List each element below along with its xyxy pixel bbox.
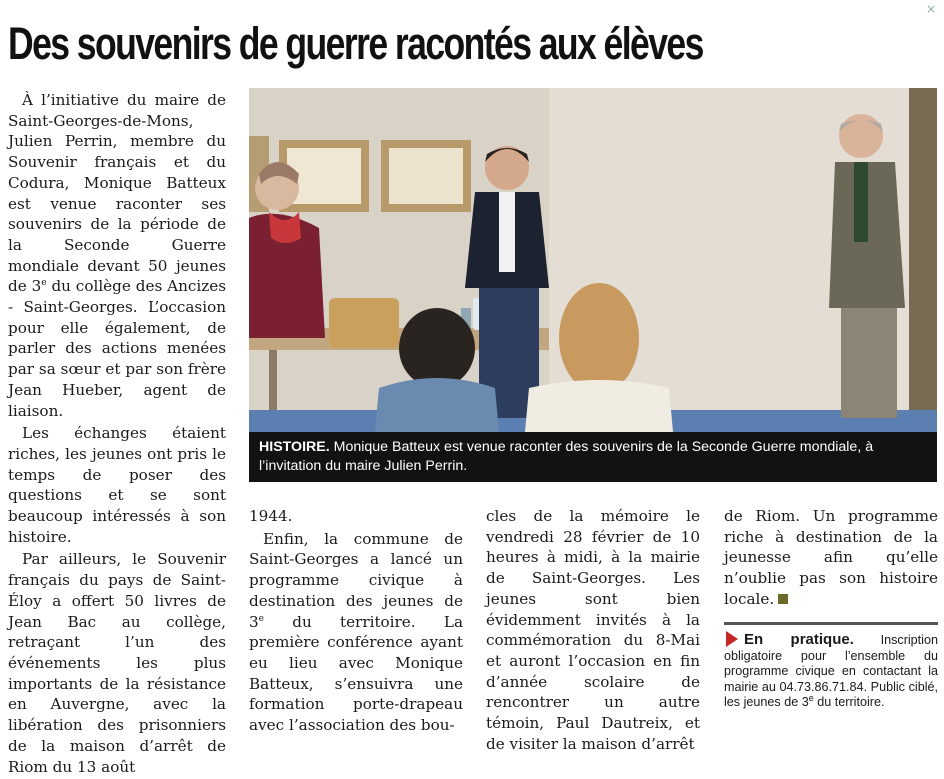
article-column-4 bbox=[724, 506, 938, 612]
article-paragraph: Enfin, la commune de Saint-Georges a lancé un programme civique à destination des jeunes de 3e du territoire. La première conférence ayant eu lieu avec Monique Batteux, s’ensuivra une formation porte-drapeau avec l’association des bou- bbox=[249, 529, 463, 735]
practical-lead: En pratique. bbox=[744, 631, 854, 648]
article-paragraph: cles de la mémoire le vendredi 28 février de 10 heures à midi, à la mairie de Saint-Georges. Les jeunes sont bien évidemment invités à la commémoration du 8-Mai et auront l’occasion en fin d’année scolaire de rencontrer un autre témoin, Paul Dautreix, et de visiter la maison d’arrêt bbox=[486, 507, 700, 753]
article-paragraph: Par ailleurs, le Souvenir français du pays de Saint-Éloy a offert 50 livres de Jean Bac au collège, retraçant l’un des événements les plus importants de la résistance en Auvergne, avec la libération des prisonniers de la maison d’arrêt de Riom du 13 août bbox=[8, 550, 226, 776]
end-square-icon bbox=[778, 594, 788, 604]
caption-text: Monique Batteux est venue raconter des souvenirs de la Seconde Guerre mondiale, à l’invitation du maire Julien Perrin. bbox=[259, 439, 874, 474]
practical-text: Inscription obligatoire pour l’ensemble du programme civique en contactant la mairie au 04.73.86.71.84. Public ciblé, les jeunes de 3 bbox=[724, 633, 938, 709]
article-column-3 bbox=[486, 506, 700, 756]
photo-caption bbox=[249, 432, 937, 482]
article-paragraph: Les échanges étaient riches, les jeunes ont pris le temps de poser des questions et se sont beaucoup intéressés à son histoire. bbox=[8, 424, 226, 546]
article-photo bbox=[249, 88, 937, 432]
caption-kicker: HISTOIRE. bbox=[259, 439, 330, 455]
article-paragraph: de Riom. Un programme riche à destination de la jeunesse afin qu’elle n’oublie pas son histoire locale. bbox=[724, 507, 938, 608]
article-column-1 bbox=[8, 90, 226, 779]
article-paragraph: À l’initiative du maire de Saint-Georges-de-Mons, Julien Perrin, membre du Souvenir français et du Codura, Monique Batteux est venue raconter ses souvenirs de la période de la Seconde Guerre mondiale devant 50 jeunes de 3e du collège des Ancizes - Saint-Georges. L’occasion pour elle également, de parler des actions menées par sa sœur et par son frère Jean Hueber, agent de liaison. bbox=[8, 91, 227, 420]
close-icon[interactable]: × bbox=[925, 2, 936, 16]
article-column-2 bbox=[249, 506, 463, 738]
headline: Des souvenirs de guerre racontés aux élèves bbox=[8, 18, 703, 69]
practical-info-box: En pratique. Inscription obligatoire pour l’ensemble du programme civique en contactant la mairie au 04.73.86.71.84. Public ciblé, les jeunes de 3e du territoire. bbox=[724, 622, 938, 711]
arrow-right-icon bbox=[726, 631, 738, 647]
article-paragraph: 1944. bbox=[249, 507, 293, 525]
